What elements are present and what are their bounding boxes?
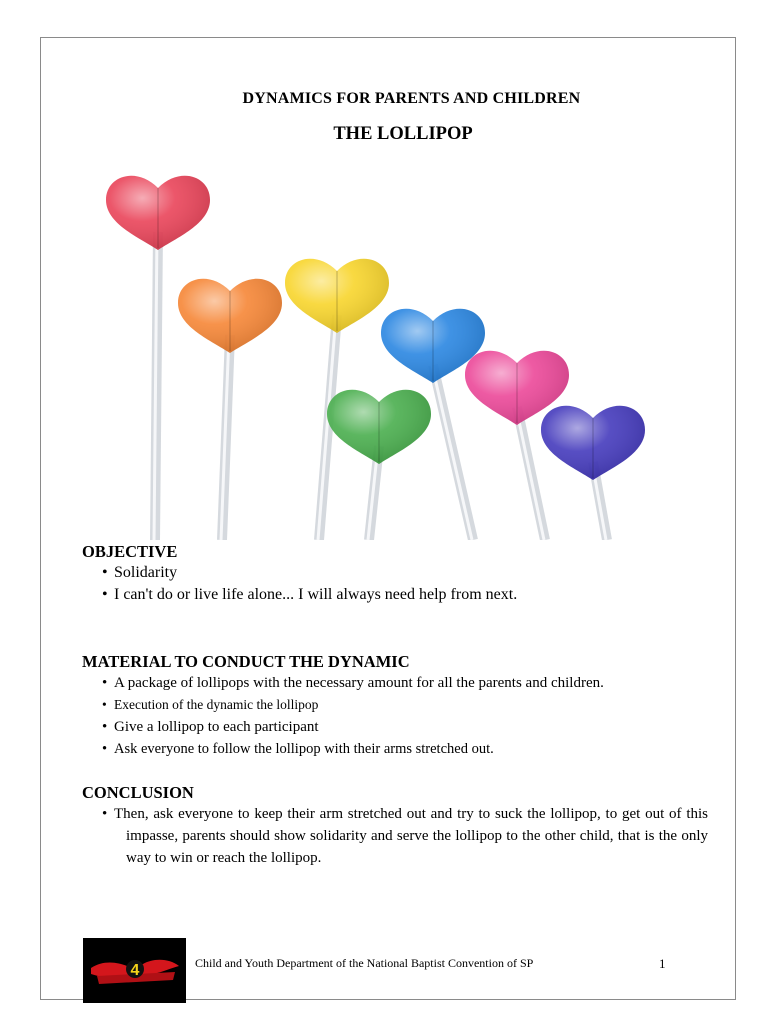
- list-item: • Execution of the dynamic the lollipop: [102, 697, 319, 712]
- conclusion-heading: CONCLUSION: [82, 783, 194, 802]
- heart-lollipop: [327, 390, 431, 540]
- list-item: • Then, ask everyone to keep their arm stretched out and try to suck the lollipop, to get out of this impasse, parents should show solidarity and serve the lollipop to the other child, that is the only way to win or reach the lollipop.: [102, 806, 708, 866]
- list-item: • I can't do or live life alone... I will always need help from next.: [102, 586, 518, 603]
- conclusion-section: [82, 783, 708, 869]
- list-item: • Give a lollipop to each participant: [102, 719, 319, 735]
- heart-lollipops-illustration: [95, 160, 665, 540]
- document-title: DYNAMICS FOR PARENTS AND CHILDREN: [242, 90, 581, 107]
- department-logo: [83, 938, 186, 1003]
- heart-lollipop: [178, 279, 282, 540]
- document-subtitle: THE LOLLIPOP: [333, 124, 473, 144]
- objective-section: [82, 542, 722, 606]
- footer-text: Child and Youth Department of the National Baptist Convention of SP: [195, 956, 534, 970]
- list-item: • A package of lollipops with the necessary amount for all the parents and children.: [102, 675, 604, 691]
- page-number: 1: [659, 956, 666, 971]
- heart-lollipop: [541, 406, 645, 540]
- objective-heading: OBJECTIVE: [82, 542, 178, 561]
- list-item: • Solidarity: [102, 564, 178, 581]
- heart-lollipop: [106, 176, 210, 540]
- material-heading: MATERIAL TO CONDUCT THE DYNAMIC: [82, 652, 410, 671]
- list-item: • Ask everyone to follow the lollipop with their arms stretched out.: [102, 741, 494, 757]
- svg-text:4: 4: [130, 962, 140, 979]
- material-section: [82, 652, 722, 760]
